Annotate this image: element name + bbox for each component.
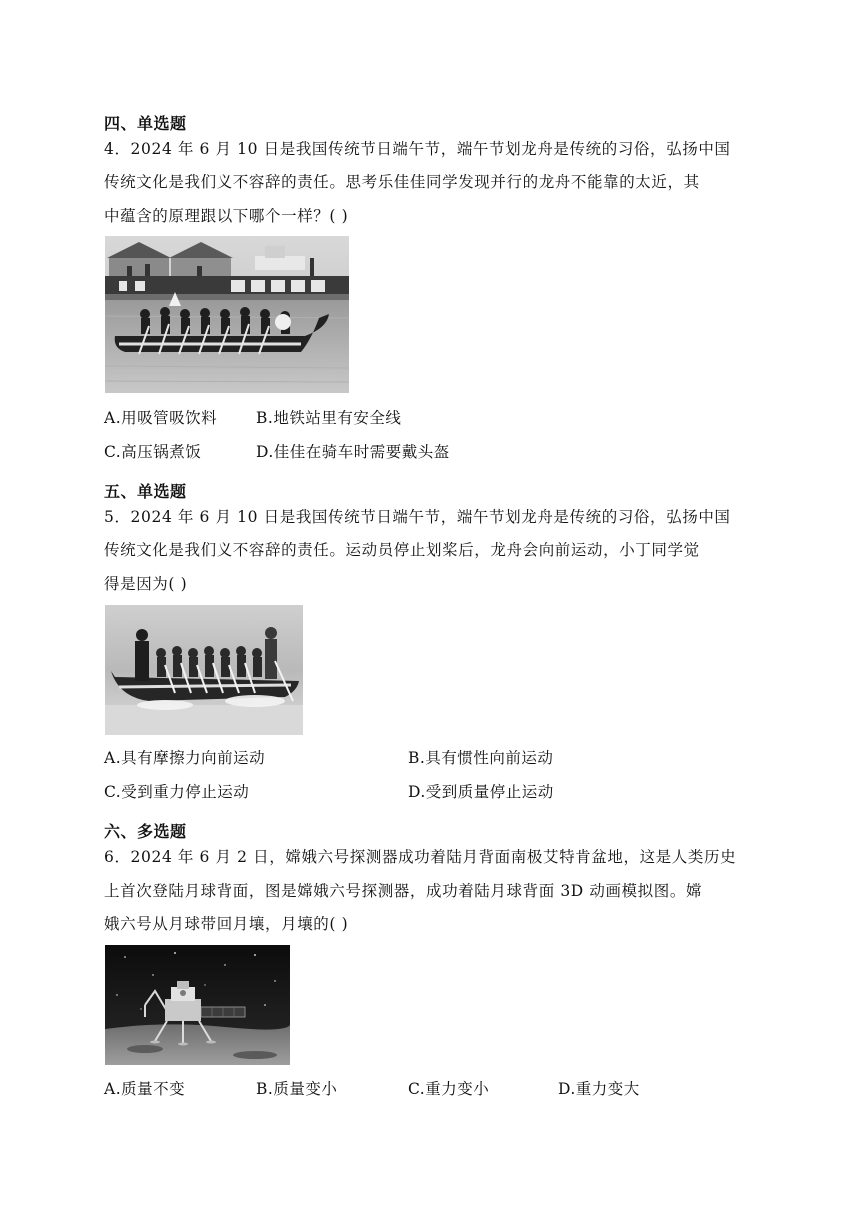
question-5-line-2: 传统文化是我们义不容辞的责任。运动员停止划桨后，龙舟会向前运动，小丁同学觉 (104, 541, 700, 559)
question-4-line-1: 4．2024 年 6 月 10 日是我国传统节日端午节，端午节划龙舟是传统的习俗，弘扬中国 (104, 140, 731, 158)
question-4-line-2: 传统文化是我们义不容辞的责任。思考乐佳佳同学发现并行的龙舟不能靠的太近，其 (104, 173, 700, 191)
question-6-line-2: 上首次登陆月球背面，图是嫦娥六号探测器，成功着陆月球背面 3D 动画模拟图。嫦 (104, 882, 703, 900)
option-6-a[interactable]: A.质量不变 (104, 1080, 186, 1098)
option-4-d[interactable]: D.佳佳在骑车时需要戴头盔 (256, 443, 450, 461)
question-6-line-1: 6．2024 年 6 月 2 日，嫦娥六号探测器成功着陆月背面南极艾特肯盆地，这是人类历史 (104, 848, 737, 866)
section-title-5: 五、单选题 (104, 482, 187, 501)
option-5-c[interactable]: C.受到重力停止运动 (104, 783, 250, 801)
lunar-lander-render (105, 945, 290, 1065)
option-6-d[interactable]: D.重力变大 (558, 1080, 640, 1098)
option-4-c[interactable]: C.高压锅煮饭 (104, 443, 202, 461)
question-5-line-3: 得是因为( ) (104, 575, 188, 593)
question-5-line-1: 5．2024 年 6 月 10 日是我国传统节日端午节，端午节划龙舟是传统的习俗，弘扬中国 (104, 508, 731, 526)
option-6-c[interactable]: C.重力变小 (408, 1080, 490, 1098)
question-4-line-3: 中蕴含的原理跟以下哪个一样？( ) (104, 207, 349, 225)
question-6-line-3: 娥六号从月球带回月壤，月壤的( ) (104, 915, 349, 933)
dragon-boat-rowers-photo (105, 605, 303, 735)
option-4-b[interactable]: B.地铁站里有安全线 (256, 409, 402, 427)
dragon-boat-race-photo (105, 236, 349, 393)
option-6-b[interactable]: B.质量变小 (256, 1080, 338, 1098)
option-5-d[interactable]: D.受到质量停止运动 (408, 783, 554, 801)
option-5-b[interactable]: B.具有惯性向前运动 (408, 749, 554, 767)
option-5-a[interactable]: A.具有摩擦力向前运动 (104, 749, 266, 767)
section-title-6: 六、多选题 (104, 822, 187, 841)
option-4-a[interactable]: A.用吸管吸饮料 (104, 409, 218, 427)
section-title-4: 四、单选题 (104, 114, 187, 133)
